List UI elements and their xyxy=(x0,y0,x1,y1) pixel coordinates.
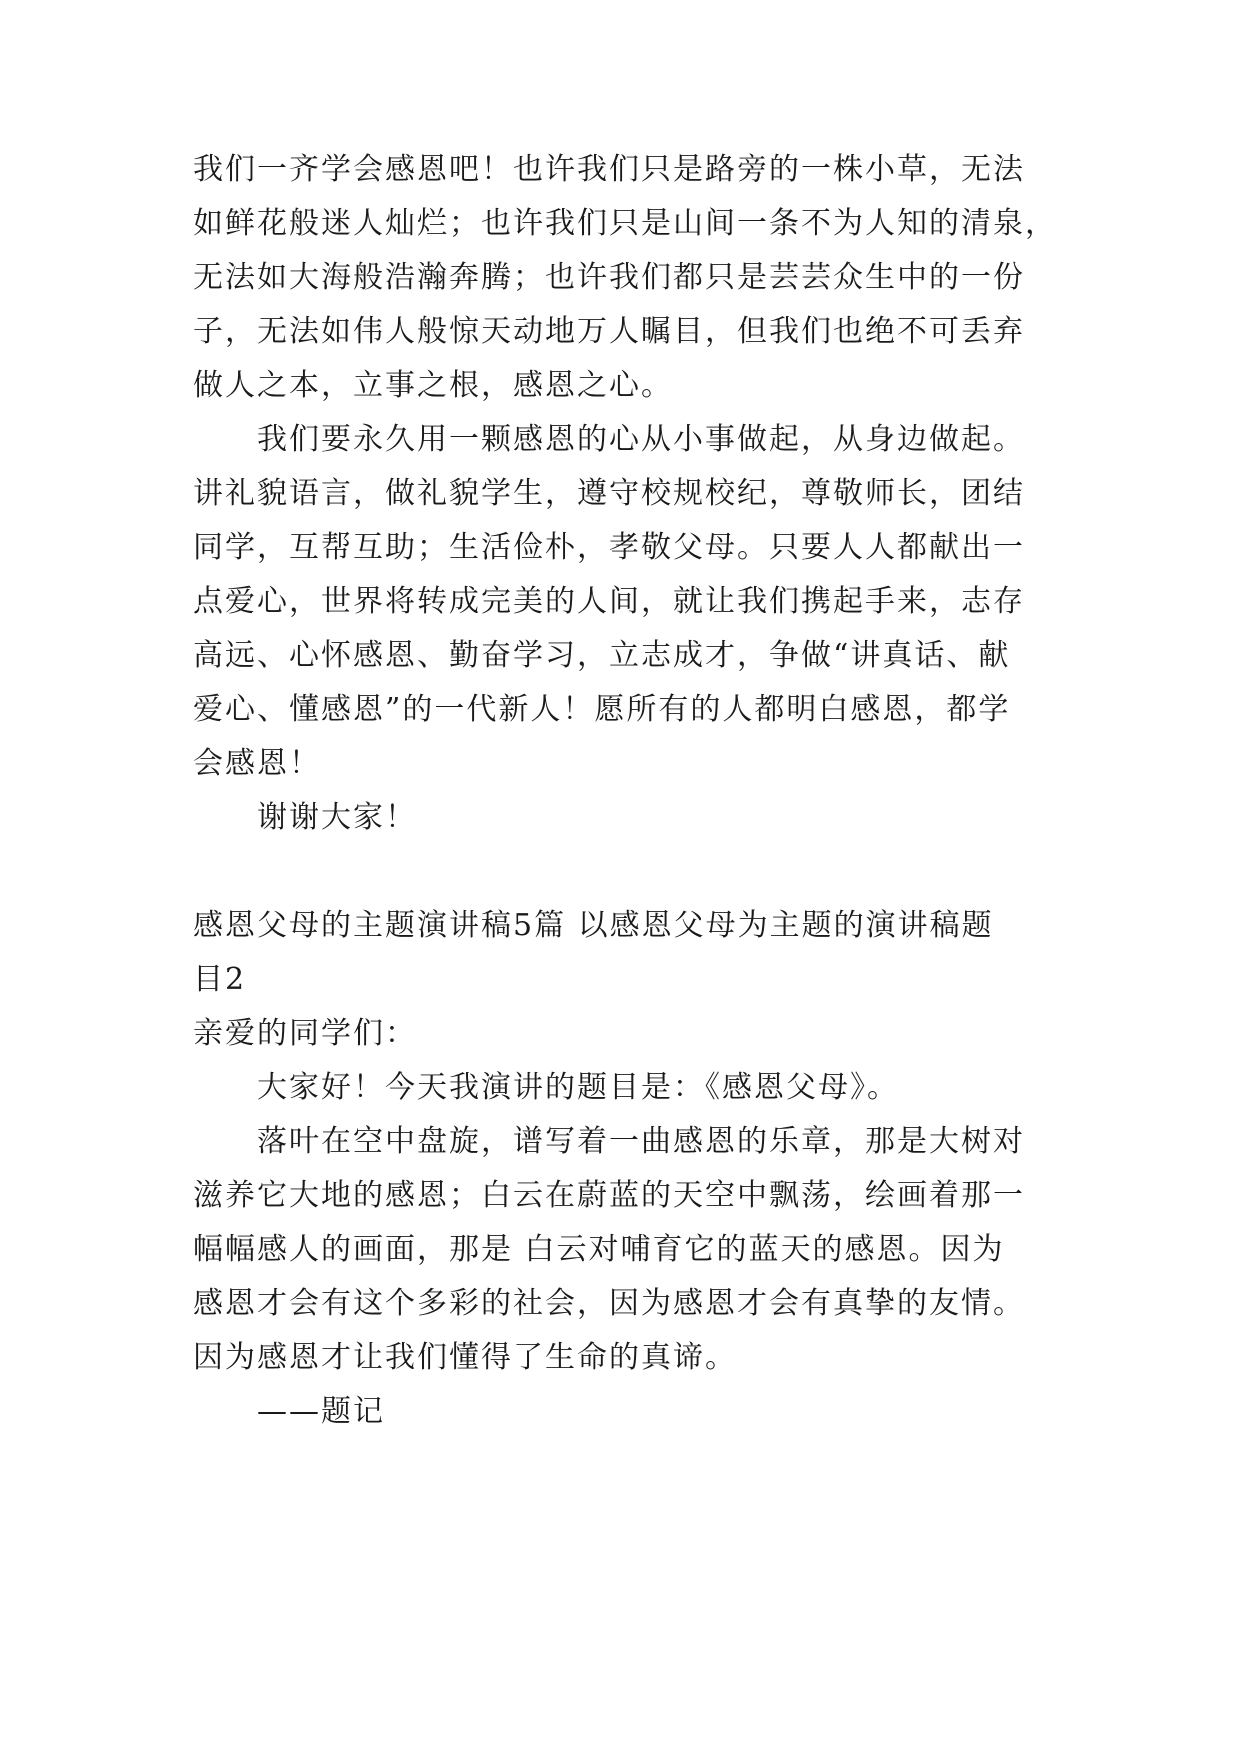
section-title: 感恩父母的主题演讲稿5篇 以感恩父母为主题的演讲稿题 xyxy=(193,908,994,943)
text-line: 如鲜花般迷人灿烂；也许我们只是山间一条不为人知的清泉， xyxy=(193,206,1057,241)
text-line: 无法如大海般浩瀚奔腾；也许我们都只是芸芸众生中的一份 xyxy=(193,260,1025,295)
text-line: 我们一齐学会感恩吧！也许我们只是路旁的一株小草，无法 xyxy=(193,152,1025,187)
text-line: 同学，互帮互助；生活俭朴，孝敬父母。只要人人都献出一 xyxy=(193,530,1025,565)
text-line: 大家好！今天我演讲的题目是：《感恩父母》。 xyxy=(257,1070,899,1105)
text-line: 讲礼貌语言，做礼貌学生，遵守校规校纪，尊敬师长，团结 xyxy=(193,476,1025,511)
text-line: 感恩才会有这个多彩的社会，因为感恩才会有真挚的友情。 xyxy=(193,1286,1025,1321)
text-line: 因为感恩才让我们懂得了生命的真谛。 xyxy=(193,1340,737,1375)
text-line: 幅幅感人的画面，那是 白云对哺育它的蓝天的感恩。因为 xyxy=(193,1232,1005,1267)
text-line: ——题记 xyxy=(257,1394,385,1429)
text-line: 谢谢大家！ xyxy=(257,800,417,835)
section-title: 目2 xyxy=(193,962,247,997)
text-line: 爱心、懂感恩”的一代新人！愿所有的人都明白感恩，都学 xyxy=(193,692,1011,727)
text-line: 做人之本，立事之根，感恩之心。 xyxy=(193,368,673,403)
text-line: 落叶在空中盘旋，谱写着一曲感恩的乐章，那是大树对 xyxy=(257,1124,1025,1159)
text-line: 高远、心怀感恩、勤奋学习，立志成才，争做“讲真话、献 xyxy=(193,638,1011,673)
text-line: 亲爱的同学们： xyxy=(193,1016,417,1051)
text-line: 点爱心，世界将转成完美的人间，就让我们携起手来，志存 xyxy=(193,584,1025,619)
text-line: 子，无法如伟人般惊天动地万人瞩目，但我们也绝不可丢弃 xyxy=(193,314,1025,349)
text-line: 会感恩！ xyxy=(193,746,321,781)
text-line: 我们要永久用一颗感恩的心从小事做起，从身边做起。 xyxy=(257,422,1025,457)
text-line: 滋养它大地的感恩；白云在蔚蓝的天空中飘荡，绘画着那一 xyxy=(193,1178,1025,1213)
